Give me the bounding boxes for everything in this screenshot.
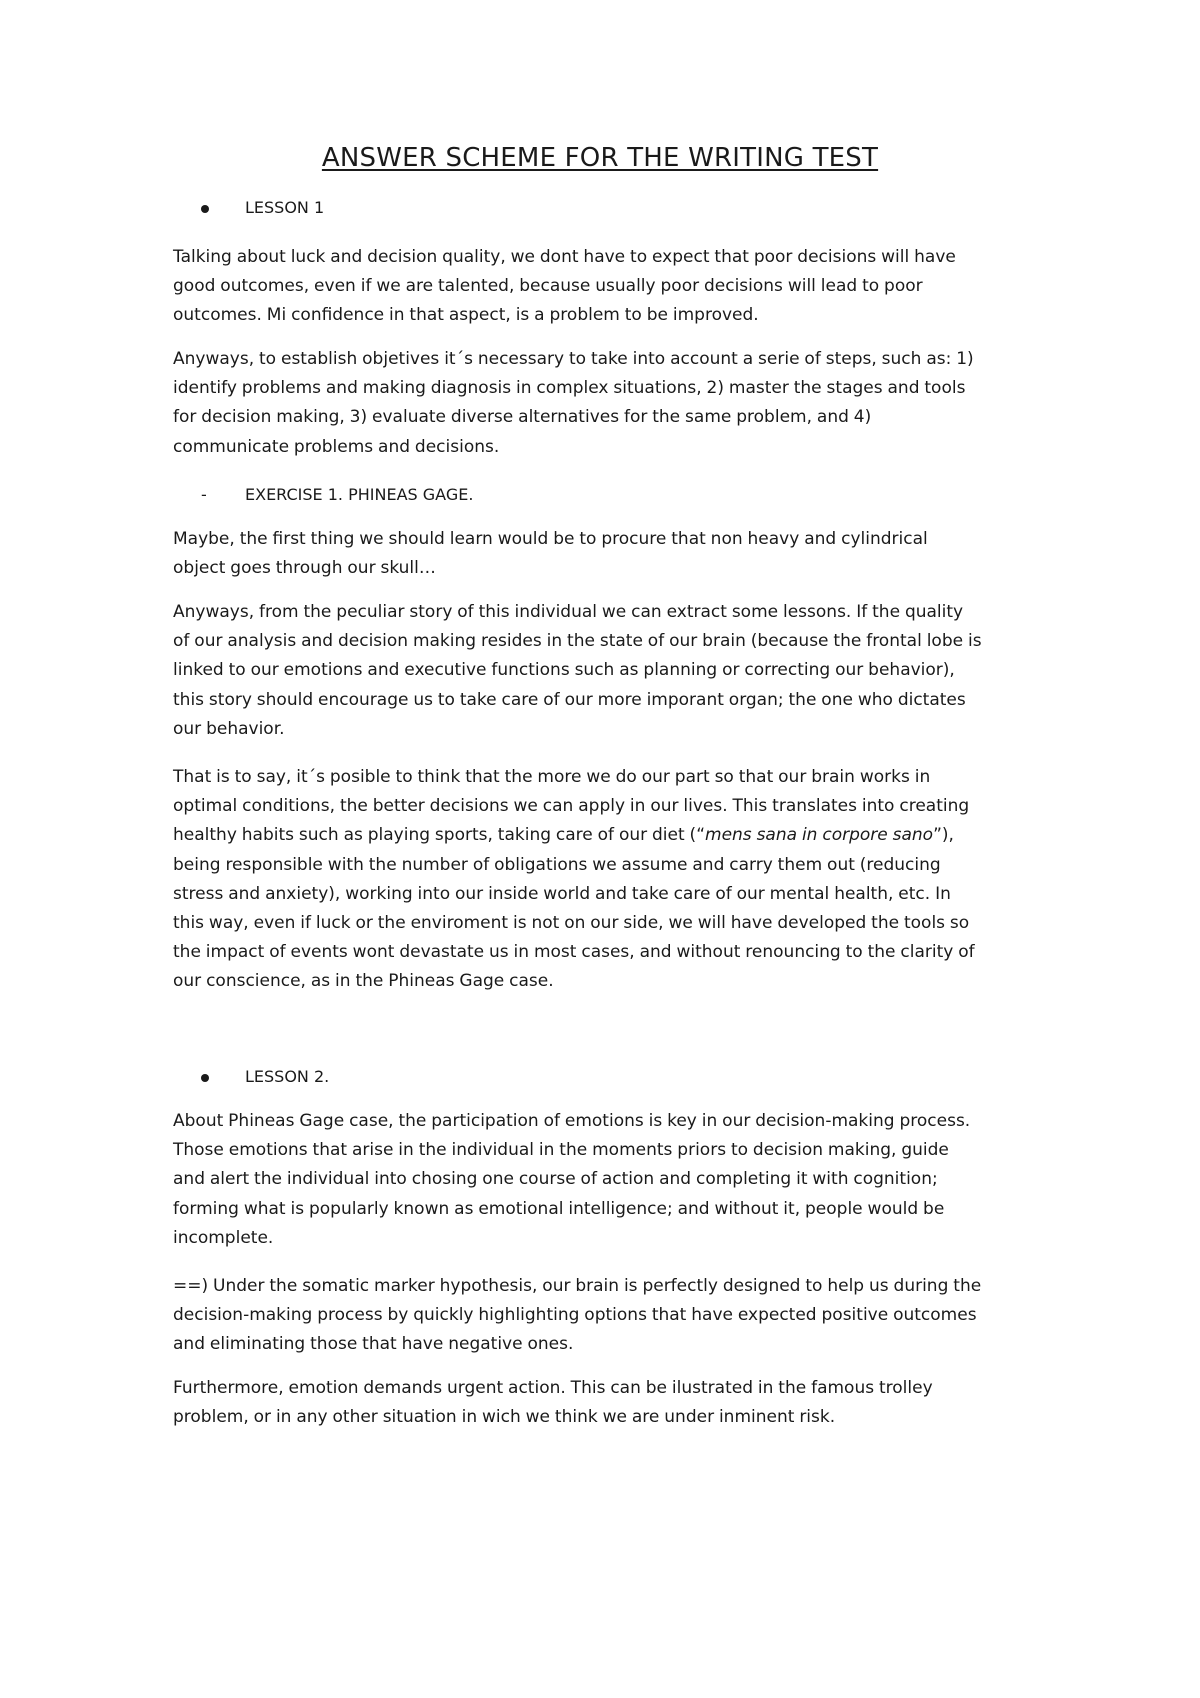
text-line: ==) Under the somatic marker hypothesis, our brain is perfectly designed to help us during the <box>173 1276 982 1296</box>
lesson-2-paragraph-2 <box>173 1272 1043 1360</box>
text-line: and eliminating those that have negative ones. <box>173 1334 574 1355</box>
text-line: linked to our emotions and executive functions such as planning or correcting our behavior), <box>173 660 955 681</box>
text-line: forming what is popularly known as emotional intelligence; and without it, people would be <box>173 1198 945 1219</box>
text-line: stress and anxiety), working into our inside world and take care of our mental health, etc. In <box>173 883 951 904</box>
latin-quote: mens sana in corpore sano <box>705 825 934 846</box>
text-line: Anyways, to establish objetives it´s necessary to take into account a serie of steps, such as: 1) <box>173 349 974 369</box>
text-line: of our analysis and decision making resides in the state of our brain (because the frontal lobe is <box>173 631 982 652</box>
text-line: this story should encourage us to take care of our more imporant organ; the one who dictates <box>173 689 966 710</box>
lesson-1-paragraph-5 <box>173 763 1043 997</box>
text-line: our behavior. <box>173 718 285 739</box>
text-line: our conscience, as in the Phineas Gage case. <box>173 971 554 992</box>
text-line: Those emotions that arise in the individual in the moments priors to decision making, guide <box>173 1140 949 1161</box>
text-line: incomplete. <box>173 1227 274 1248</box>
text-line: Anyways, from the peculiar story of this individual we can extract some lessons. If the quality <box>173 602 964 622</box>
text-line: communicate problems and decisions. <box>173 436 500 457</box>
text-line: decision-making process by quickly highlighting options that have expected positive outcomes <box>173 1305 977 1326</box>
quote-prefix: healthy habits such as playing sports, taking care of our diet (“ <box>173 825 706 846</box>
text-line: problem, or in any other situation in wich we think we are under inminent risk. <box>173 1407 836 1428</box>
text-line: Furthermore, emotion demands urgent action. This can be ilustrated in the famous trolley <box>173 1378 933 1398</box>
lesson-2-paragraph-3 <box>173 1374 1043 1432</box>
lesson-1-paragraph-1 <box>173 243 1043 331</box>
text-line: good outcomes, even if we are talented, because usually poor decisions will lead to poor <box>173 276 923 297</box>
text-line: for decision making, 3) evaluate diverse alternatives for the same problem, and 4) <box>173 407 872 428</box>
text-line: the impact of events wont devastate us in most cases, and without renouncing to the clarity of <box>173 942 975 963</box>
text-line-with-quote <box>173 821 1043 850</box>
text-line: About Phineas Gage case, the participation of emotions is key in our decision-making process. <box>173 1111 971 1131</box>
lesson-1-paragraph-4 <box>173 598 1043 744</box>
text-line: identify problems and making diagnosis in complex situations, 2) master the stages and tools <box>173 378 966 399</box>
bullet-icon <box>201 205 209 213</box>
text-line: this way, even if luck or the enviroment is not on our side, we will have developed the tools so <box>173 913 970 934</box>
lesson-2-paragraph-1 <box>173 1107 1043 1253</box>
text-line: optimal conditions, the better decisions we can apply in our lives. This translates into creating <box>173 796 970 817</box>
lesson-2-heading: LESSON 2. <box>245 1067 330 1086</box>
bullet-icon <box>201 1074 209 1082</box>
quote-suffix: ”), <box>933 825 954 846</box>
text-line: object goes through our skull… <box>173 558 436 579</box>
dash-bullet: - <box>201 485 207 504</box>
text-line: being responsible with the number of obligations we assume and carry them out (reducing <box>173 854 941 875</box>
document-title: ANSWER SCHEME FOR THE WRITING TEST <box>321 143 879 173</box>
lesson-1-heading: LESSON 1 <box>245 198 325 217</box>
text-line: outcomes. Mi confidence in that aspect, is a problem to be improved. <box>173 305 759 326</box>
text-line: Maybe, the first thing we should learn would be to procure that non heavy and cylindrical <box>173 529 928 549</box>
exercise-1-heading: EXERCISE 1. PHINEAS GAGE. <box>245 485 474 504</box>
lesson-1-paragraph-3 <box>173 525 1043 583</box>
text-line: and alert the individual into chosing one course of action and completing it with cognition; <box>173 1169 938 1190</box>
text-line: That is to say, it´s posible to think that the more we do our part so that our brain works in <box>173 767 931 787</box>
text-line: Talking about luck and decision quality, we dont have to expect that poor decisions will have <box>173 247 956 267</box>
lesson-1-paragraph-2 <box>173 345 1043 462</box>
